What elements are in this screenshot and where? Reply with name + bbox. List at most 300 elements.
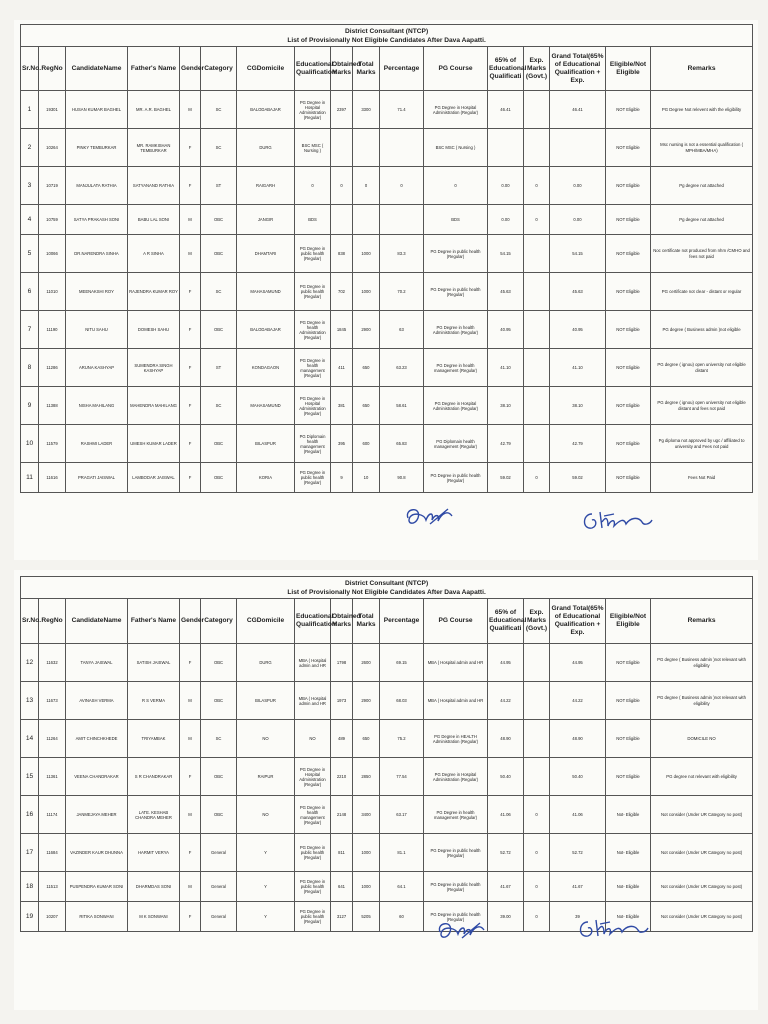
father-name-cell: SATISH JAISWAL (128, 644, 180, 682)
category-cell: SC (201, 387, 237, 425)
serial-number-cell: 15 (21, 758, 39, 796)
exp-marks-cell (524, 682, 550, 720)
col-header-course: PG Course (424, 599, 488, 644)
remarks-cell: Pg degree not attached (651, 205, 753, 235)
grand-total-cell: 0.00 (550, 167, 606, 205)
pg-course-cell: BSC MSC ( Nursing ) (424, 129, 488, 167)
eligibility-cell: NOT Eligible (606, 205, 651, 235)
domicile-cell: JANGIR (237, 205, 295, 235)
gender-cell: F (180, 273, 201, 311)
serial-number-cell: 19 (21, 902, 39, 932)
serial-number-cell: 13 (21, 682, 39, 720)
table-row (21, 463, 753, 493)
reg-no-cell: 11616 (39, 463, 66, 493)
remarks-cell: DOMICILE NO (651, 720, 753, 758)
remarks-cell: Fees Not Paid (651, 463, 753, 493)
father-name-cell: HARMIT VERYA (128, 834, 180, 872)
table-row (21, 129, 753, 167)
table-row (21, 425, 753, 463)
serial-number-cell: 2 (21, 129, 39, 167)
eligibility-cell: NOT Eligible (606, 720, 651, 758)
grand-total-cell: 59.02 (550, 463, 606, 493)
candidate-name-cell: AMIT CHINCHKHEDE (66, 720, 128, 758)
domicile-cell: NO (237, 796, 295, 834)
percentage-cell: 70.2 (380, 273, 424, 311)
header-row (21, 599, 753, 644)
table-row (21, 311, 753, 349)
category-cell: SC (201, 720, 237, 758)
category-cell: OBC (201, 205, 237, 235)
reg-no-cell: 11190 (39, 311, 66, 349)
education-cell: PG Degree in Hospital Administration (Regular) (295, 387, 331, 425)
candidate-name-cell: PUSPENDRA KUMAR SONI (66, 872, 128, 902)
pg-course-cell: PG Degree in public health (Regular) (424, 463, 488, 493)
remarks-cell: PG certificate not clear - distant or regular (651, 273, 753, 311)
grand-total-cell: 44.95 (550, 644, 606, 682)
sheet-title: District Consultant (NTCP) (344, 579, 429, 587)
percent65-cell: 0.00 (488, 205, 524, 235)
father-name-cell: SUMENDRA SINGH KASHYAP (128, 349, 180, 387)
education-cell: MBA ( Hospital admin and HR (295, 644, 331, 682)
col-header-exp: Exp. Marks (Govt.) (524, 599, 550, 644)
total-marks-cell: 1000 (353, 273, 380, 311)
category-cell: OBC (201, 463, 237, 493)
father-name-cell: TRIYAMBAK (128, 720, 180, 758)
eligibility-cell: NOT Eligible (606, 682, 651, 720)
table-row (21, 682, 753, 720)
total-marks-cell: 650 (353, 720, 380, 758)
obtained-marks-cell: 2210 (331, 758, 353, 796)
percentage-cell: 65.83 (380, 425, 424, 463)
table-body-1 (21, 91, 753, 493)
obtained-marks-cell: 3127 (331, 902, 353, 932)
education-cell: PG Diplomain health management (Regular) (295, 425, 331, 463)
percentage-cell: 68.03 (380, 682, 424, 720)
domicile-cell: BALODABAJAR (237, 91, 295, 129)
education-cell: PG Degree in Hospital Administration (Regular) (295, 91, 331, 129)
obtained-marks-cell (331, 129, 353, 167)
col-header-course: PG Course (424, 47, 488, 91)
table-row (21, 387, 753, 425)
domicile-cell: MAHASAMUND (237, 273, 295, 311)
domicile-cell: BILASPUR (237, 425, 295, 463)
serial-number-cell: 5 (21, 235, 39, 273)
col-header-regno: RegNo (39, 47, 66, 91)
domicile-cell: DHAMTARI (237, 235, 295, 273)
candidate-name-cell: DR.NARENDRA SINHA (66, 235, 128, 273)
reg-no-cell: 11673 (39, 682, 66, 720)
pg-course-cell: PG Degree in public health (Regular) (424, 273, 488, 311)
category-cell: OBC (201, 311, 237, 349)
eligibility-cell: NOT Eligible (606, 129, 651, 167)
total-marks-cell: 2850 (353, 758, 380, 796)
obtained-marks-cell (331, 205, 353, 235)
reg-no-cell: 11174 (39, 796, 66, 834)
percent65-cell: 0.00 (488, 167, 524, 205)
serial-number-cell: 12 (21, 644, 39, 682)
total-marks-cell: 1000 (353, 872, 380, 902)
grand-total-cell: 50.40 (550, 758, 606, 796)
table-row (21, 349, 753, 387)
category-cell: OBC (201, 235, 237, 273)
gender-cell: F (180, 463, 201, 493)
table-row (21, 834, 753, 872)
pg-course-cell: PG Degree in health management (Regular) (424, 349, 488, 387)
exp-marks-cell: 0 (524, 463, 550, 493)
father-name-cell: RAJENDRA KUMAR ROY (128, 273, 180, 311)
exp-marks-cell: 0 (524, 205, 550, 235)
education-cell: PG Degree in health Administration (Regular) (295, 311, 331, 349)
candidate-name-cell: HUSAN KUMAR BAGHEL (66, 91, 128, 129)
serial-number-cell: 18 (21, 872, 39, 902)
eligibility-cell: NOT Eligible (606, 167, 651, 205)
grand-total-cell: 41.10 (550, 349, 606, 387)
percent65-cell: 45.63 (488, 273, 524, 311)
eligibility-cell: NOT Eligible (606, 644, 651, 682)
candidate-name-cell: AVINASH VERMA (66, 682, 128, 720)
candidate-name-cell: RASHMI LADER (66, 425, 128, 463)
signature-1 (402, 504, 460, 535)
gender-cell: F (180, 644, 201, 682)
domicile-cell: RAIGARH (237, 167, 295, 205)
reg-no-cell: 10264 (39, 129, 66, 167)
remarks-cell: PG degree ( Business admin )not relevant with eligibility (651, 682, 753, 720)
father-name-cell: SATYANAND RATHIA (128, 167, 180, 205)
obtained-marks-cell: 489 (331, 720, 353, 758)
percent65-cell: 54.15 (488, 235, 524, 273)
grand-total-cell: 44.22 (550, 682, 606, 720)
gender-cell: F (180, 758, 201, 796)
father-name-cell: A R SINHA (128, 235, 180, 273)
signature-2 (576, 916, 652, 947)
serial-number-cell: 6 (21, 273, 39, 311)
gender-cell: M (180, 235, 201, 273)
percent65-cell: 41.67 (488, 872, 524, 902)
candidate-name-cell: NISHA MAHILANG (66, 387, 128, 425)
percent65-cell: 44.22 (488, 682, 524, 720)
serial-number-cell: 8 (21, 349, 39, 387)
category-cell: OBC (201, 796, 237, 834)
percent65-cell: 59.02 (488, 463, 524, 493)
percentage-cell: 63.17 (380, 796, 424, 834)
col-header-elig: Eligible/Not Eligible (606, 47, 651, 91)
obtained-marks-cell: 702 (331, 273, 353, 311)
percent65-cell (488, 129, 524, 167)
remarks-cell: PG degree ( Business admin )not relevant with eligibility (651, 644, 753, 682)
candidate-name-cell: ARUNA KASHYAP (66, 349, 128, 387)
pg-course-cell: PG Degree in HEALTH Administration (Regular) (424, 720, 488, 758)
domicile-cell: RAIPUR (237, 758, 295, 796)
domicile-cell: KONDAGAON (237, 349, 295, 387)
reg-no-cell: 11632 (39, 644, 66, 682)
candidates-table-2 (20, 576, 753, 932)
education-cell: PG Degree in Hospital Administration (Regular) (295, 758, 331, 796)
obtained-marks-cell: 411 (331, 349, 353, 387)
education-cell: MBA ( Hospital admin and HR (295, 682, 331, 720)
table-row (21, 273, 753, 311)
total-marks-cell: 2600 (353, 644, 380, 682)
col-header-regno: RegNo (39, 599, 66, 644)
col-header-pct: Percentage (380, 47, 424, 91)
father-name-cell: S R CHANDRAKAR (128, 758, 180, 796)
father-name-cell: M K SONWANI (128, 902, 180, 932)
total-marks-cell: 600 (353, 425, 380, 463)
total-marks-cell: 0 (353, 167, 380, 205)
reg-no-cell: 11388 (39, 387, 66, 425)
table-row (21, 720, 753, 758)
domicile-cell: Y (237, 902, 295, 932)
education-cell: BDS (295, 205, 331, 235)
reg-no-cell: 10207 (39, 902, 66, 932)
remarks-cell: PG Degree Not relevent with the eligibility (651, 91, 753, 129)
gender-cell: F (180, 167, 201, 205)
percent65-cell: 50.40 (488, 758, 524, 796)
gender-cell: M (180, 872, 201, 902)
category-cell: General (201, 872, 237, 902)
serial-number-cell: 3 (21, 167, 39, 205)
percentage-cell: 0 (380, 167, 424, 205)
total-marks-cell: 2900 (353, 311, 380, 349)
reg-no-cell: 10066 (39, 235, 66, 273)
father-name-cell: LATE. KESHAB CHANDRA MEHER (128, 796, 180, 834)
table-row (21, 167, 753, 205)
gender-cell: M (180, 205, 201, 235)
eligibility-cell: NOT Eligible (606, 235, 651, 273)
document-sheet-2 (14, 570, 758, 1010)
domicile-cell: BALODABAJAR (237, 311, 295, 349)
domicile-cell: BILASPUR (237, 682, 295, 720)
serial-number-cell: 4 (21, 205, 39, 235)
col-header-pct: Percentage (380, 599, 424, 644)
col-header-gender: Gender (180, 599, 201, 644)
percentage-cell: 77.54 (380, 758, 424, 796)
eligibility-cell: Not- Eligible (606, 902, 651, 932)
percentage-cell: 75.2 (380, 720, 424, 758)
category-cell: SC (201, 129, 237, 167)
education-cell: PG Degree in public health (Regular) (295, 834, 331, 872)
percentage-cell (380, 205, 424, 235)
eligibility-cell: NOT Eligible (606, 91, 651, 129)
serial-number-cell: 14 (21, 720, 39, 758)
col-header-srno: Sr.No. (21, 47, 39, 91)
serial-number-cell: 11 (21, 463, 39, 493)
gender-cell: M (180, 91, 201, 129)
col-header-domicile: CGDomicile (237, 599, 295, 644)
pg-course-cell: PG Degree in public health (Regular) (424, 872, 488, 902)
education-cell: PG Degree in public health (Regular) (295, 273, 331, 311)
percentage-cell: 58.61 (380, 387, 424, 425)
category-cell: ST (201, 349, 237, 387)
gender-cell: F (180, 387, 201, 425)
eligibility-cell: NOT Eligible (606, 758, 651, 796)
exp-marks-cell (524, 644, 550, 682)
exp-marks-cell (524, 91, 550, 129)
total-marks-cell: 650 (353, 349, 380, 387)
col-header-gender: Gender (180, 47, 201, 91)
grand-total-cell: 41.06 (550, 796, 606, 834)
remarks-cell: Not consider (Under UR Category no post) (651, 902, 753, 932)
percentage-cell: 64.1 (380, 872, 424, 902)
total-marks-cell (353, 129, 380, 167)
total-marks-cell: 10 (353, 463, 380, 493)
total-marks-cell: 650 (353, 387, 380, 425)
gender-cell: F (180, 129, 201, 167)
candidate-name-cell: RITIKA SONWANI (66, 902, 128, 932)
col-header-father: Father's Name (128, 599, 180, 644)
col-header-total: Total Marks (353, 47, 380, 91)
pg-course-cell: PG Degree in public health (Regular) (424, 902, 488, 932)
exp-marks-cell: 0 (524, 834, 550, 872)
candidate-name-cell: VAZINDER KAUR DHUNNA (66, 834, 128, 872)
domicile-cell: Y (237, 834, 295, 872)
education-cell: PG Degree in public health (Regular) (295, 235, 331, 273)
col-header-remarks: Remarks (651, 47, 753, 91)
percentage-cell: 90.8 (380, 463, 424, 493)
grand-total-cell (550, 129, 606, 167)
col-header-edu: Educational Qualification (295, 599, 331, 644)
exp-marks-cell (524, 273, 550, 311)
exp-marks-cell: 0 (524, 902, 550, 932)
domicile-cell: MAHASAMUND (237, 387, 295, 425)
category-cell: OBC (201, 758, 237, 796)
percentage-cell: 63.23 (380, 349, 424, 387)
percentage-cell: 63 (380, 311, 424, 349)
candidates-table-1 (20, 24, 753, 493)
education-cell: PG Degree in health management (Regular) (295, 349, 331, 387)
candidate-name-cell: VEENA CHANDRAKAR (66, 758, 128, 796)
remarks-cell: Msc nursing is not a essential qualification ( MPH/MBA/MHA) (651, 129, 753, 167)
col-header-obtained: Obtained Marks (331, 47, 353, 91)
remarks-cell: PG degree ( Business admin )not eligible (651, 311, 753, 349)
candidate-name-cell: PINKY TEMBURKAR (66, 129, 128, 167)
total-marks-cell: 2900 (353, 682, 380, 720)
exp-marks-cell (524, 235, 550, 273)
obtained-marks-cell: 0 (331, 167, 353, 205)
grand-total-cell: 52.72 (550, 834, 606, 872)
serial-number-cell: 7 (21, 311, 39, 349)
category-cell: SC (201, 273, 237, 311)
domicile-cell: DURG (237, 129, 295, 167)
remarks-cell: Not consider (Under UR Category no post) (651, 796, 753, 834)
col-header-p65: 65% of Educational Qualificati (488, 599, 524, 644)
serial-number-cell: 17 (21, 834, 39, 872)
table-row (21, 644, 753, 682)
pg-course-cell: PG Degree in health Administration (Regular) (424, 311, 488, 349)
serial-number-cell: 9 (21, 387, 39, 425)
col-header-domicile: CGDomicile (237, 47, 295, 91)
father-name-cell: UMESH KUMAR LADER (128, 425, 180, 463)
percentage-cell: 83.3 (380, 235, 424, 273)
grand-total-cell: 38.10 (550, 387, 606, 425)
table-row (21, 758, 753, 796)
eligibility-cell: Not- Eligible (606, 834, 651, 872)
total-marks-cell: 1000 (353, 235, 380, 273)
eligibility-cell: NOT Eligible (606, 311, 651, 349)
gender-cell: F (180, 902, 201, 932)
table-row (21, 872, 753, 902)
father-name-cell: DOMESH SAHU (128, 311, 180, 349)
col-header-category: Category (201, 599, 237, 644)
total-marks-cell: 3300 (353, 91, 380, 129)
grand-total-cell: 40.95 (550, 311, 606, 349)
obtained-marks-cell: 641 (331, 872, 353, 902)
education-cell: BSC MSC ( Nursing ) (295, 129, 331, 167)
col-header-name: CandidateName (66, 47, 128, 91)
category-cell: OBC (201, 682, 237, 720)
education-cell: PG Degree in public health (Regular) (295, 463, 331, 493)
reg-no-cell: 11361 (39, 758, 66, 796)
pg-course-cell: PG Degree in Hospital Administration (Regular) (424, 387, 488, 425)
gender-cell: F (180, 425, 201, 463)
col-header-grand: Grand Total(65% of Educational Qualification + Exp. (550, 47, 606, 91)
total-marks-cell: 5205 (353, 902, 380, 932)
obtained-marks-cell: 2397 (331, 91, 353, 129)
reg-no-cell: 11579 (39, 425, 66, 463)
table-row (21, 235, 753, 273)
domicile-cell: KORIA (237, 463, 295, 493)
candidate-name-cell: TANYA JAISWAL (66, 644, 128, 682)
col-header-remarks: Remarks (651, 599, 753, 644)
obtained-marks-cell: 1798 (331, 644, 353, 682)
candidate-name-cell: NITU SAHU (66, 311, 128, 349)
gender-cell: F (180, 834, 201, 872)
candidate-name-cell: MEENAKSHI ROY (66, 273, 128, 311)
grand-total-cell: 48.90 (550, 720, 606, 758)
remarks-cell: PG degree not relevant with eligibility (651, 758, 753, 796)
candidate-name-cell: MANJULATA RATHIA (66, 167, 128, 205)
eligibility-cell: Not- Eligible (606, 796, 651, 834)
candidate-name-cell: SATYA PRAKASH SONI (66, 205, 128, 235)
exp-marks-cell (524, 311, 550, 349)
percent65-cell: 40.95 (488, 311, 524, 349)
father-name-cell: MR. RAMKISHAN TEMBURKAR (128, 129, 180, 167)
table-row (21, 91, 753, 129)
grand-total-cell: 0.00 (550, 205, 606, 235)
grand-total-cell: 41.67 (550, 872, 606, 902)
table-body-2 (21, 644, 753, 932)
exp-marks-cell: 0 (524, 872, 550, 902)
gender-cell: F (180, 349, 201, 387)
percent65-cell: 48.90 (488, 720, 524, 758)
father-name-cell: DHARMDAS SONI (128, 872, 180, 902)
education-cell: PG Degree in public health (Regular) (295, 902, 331, 932)
remarks-cell: Pg diploma not approved by ugc / affiliated to university and Fees not paid (651, 425, 753, 463)
grand-total-cell: 39 (550, 902, 606, 932)
eligibility-cell: NOT Eligible (606, 425, 651, 463)
education-cell: PG Degree in public health (Regular) (295, 872, 331, 902)
eligibility-cell: NOT Eligible (606, 349, 651, 387)
reg-no-cell: 10759 (39, 205, 66, 235)
remarks-cell: PG degree ( ignou) open university not eligible distant (651, 349, 753, 387)
pg-course-cell: PG Diplomain health management (Regular) (424, 425, 488, 463)
reg-no-cell: 10719 (39, 167, 66, 205)
eligibility-cell: NOT Eligible (606, 387, 651, 425)
col-header-category: Category (201, 47, 237, 91)
percentage-cell (380, 129, 424, 167)
pg-course-cell: PG Degree in health management (Regular) (424, 796, 488, 834)
exp-marks-cell (524, 425, 550, 463)
education-cell: 0 (295, 167, 331, 205)
grand-total-cell: 45.63 (550, 273, 606, 311)
category-cell: OBC (201, 644, 237, 682)
obtained-marks-cell: 9 (331, 463, 353, 493)
table-row (21, 205, 753, 235)
remarks-cell: Noc certificate not produced from nhm /CMHO and fees not paid (651, 235, 753, 273)
pg-course-cell: PG Degree in public health (Regular) (424, 235, 488, 273)
serial-number-cell: 10 (21, 425, 39, 463)
reg-no-cell: 11264 (39, 720, 66, 758)
header-row (21, 47, 753, 91)
